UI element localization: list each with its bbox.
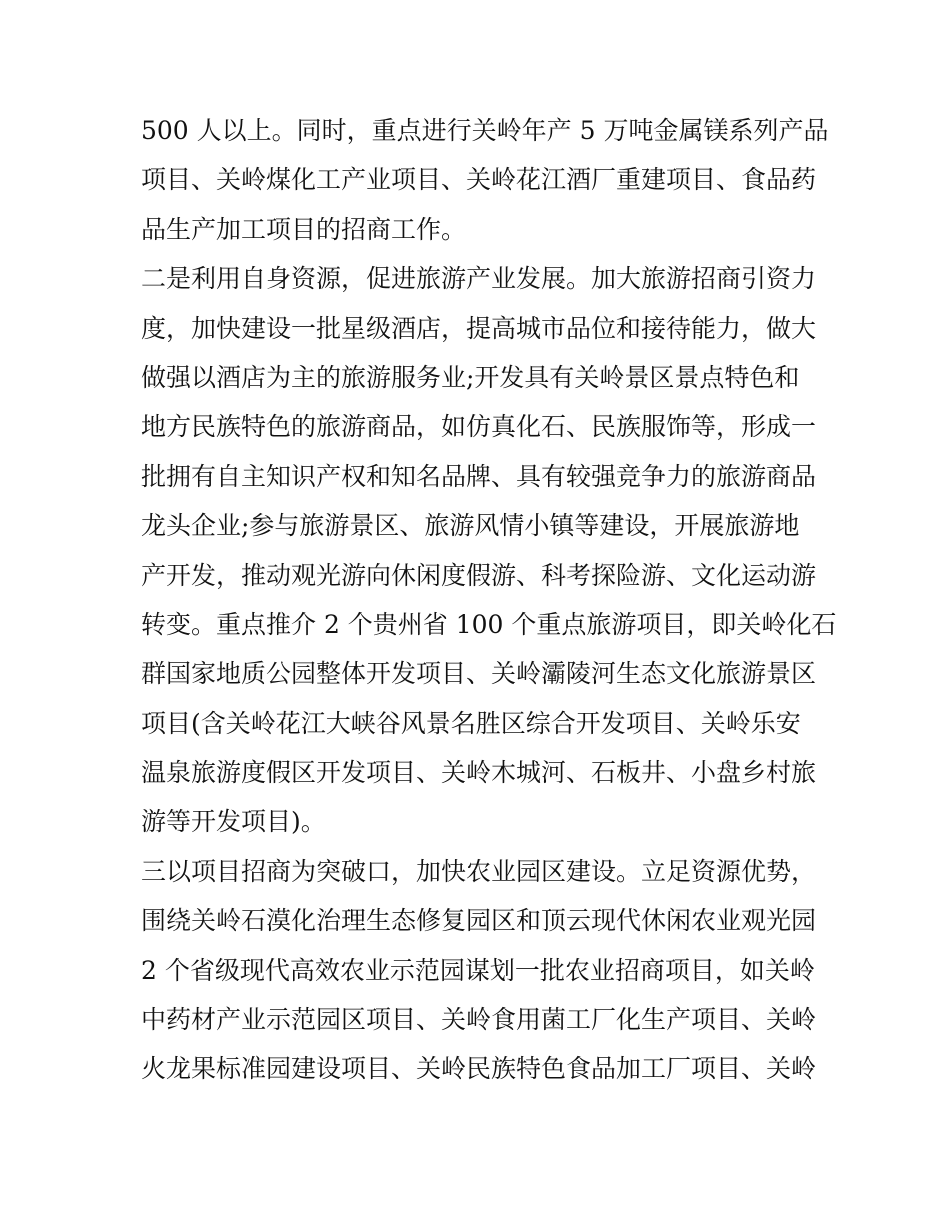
text-line: 500 人以上。同时，重点进行关岭年产 5 万吨金属镁系列产品 bbox=[141, 116, 829, 145]
text-line: 做强以酒店为主的旅游服务业;开发具有关岭景区景点特色和 bbox=[141, 362, 800, 392]
text-line: 度，加快建设一批星级酒店，提高城市品位和接待能力，做大 bbox=[141, 313, 817, 343]
text-line: 批拥有自主知识产权和知名品牌、具有较强竞争力的旅游商品 bbox=[141, 461, 817, 491]
text-line: 地方民族特色的旅游商品，如仿真化石、民族服饰等，形成一 bbox=[141, 412, 817, 442]
text-line: 群国家地质公园整体开发项目、关岭灞陵河生态文化旅游景区 bbox=[141, 659, 817, 689]
text-line: 产开发，推动观光游向休闲度假游、科考探险游、文化运动游 bbox=[141, 560, 817, 590]
text-line: 品生产加工项目的招商工作。 bbox=[141, 214, 467, 244]
text-line: 围绕关岭石漠化治理生态修复园区和顶云现代休闲农业观光园 bbox=[141, 906, 817, 936]
text-line: 项目、关岭煤化工产业项目、关岭花江酒厂重建项目、食品药 bbox=[141, 165, 817, 195]
text-line: 2 个省级现代高效农业示范园谋划一批农业招商项目，如关岭 bbox=[141, 955, 815, 985]
text-line: 中药材产业示范园区项目、关岭食用菌工厂化生产项目、关岭 bbox=[141, 1005, 817, 1035]
text-line: 转变。重点推介 2 个贵州省 100 个重点旅游项目，即关岭化石 bbox=[141, 609, 837, 639]
body-text bbox=[141, 106, 837, 1094]
text-line: 项目(含关岭花江大峡谷风景名胜区综合开发项目、关岭乐安 bbox=[141, 708, 801, 738]
text-line: 龙头企业;参与旅游景区、旅游风情小镇等建设，开展旅游地 bbox=[141, 511, 800, 541]
text-line: 三以项目招商为突破口，加快农业园区建设。立足资源优势， bbox=[141, 856, 817, 886]
text-line: 火龙果标准园建设项目、关岭民族特色食品加工厂项目、关岭 bbox=[141, 1054, 817, 1084]
text-line: 温泉旅游度假区开发项目、关岭木城河、石板井、小盘乡村旅 bbox=[141, 758, 817, 788]
text-line: 二是利用自身资源，促进旅游产业发展。加大旅游招商引资力 bbox=[141, 264, 817, 294]
text-line: 游等开发项目)。 bbox=[141, 807, 326, 837]
